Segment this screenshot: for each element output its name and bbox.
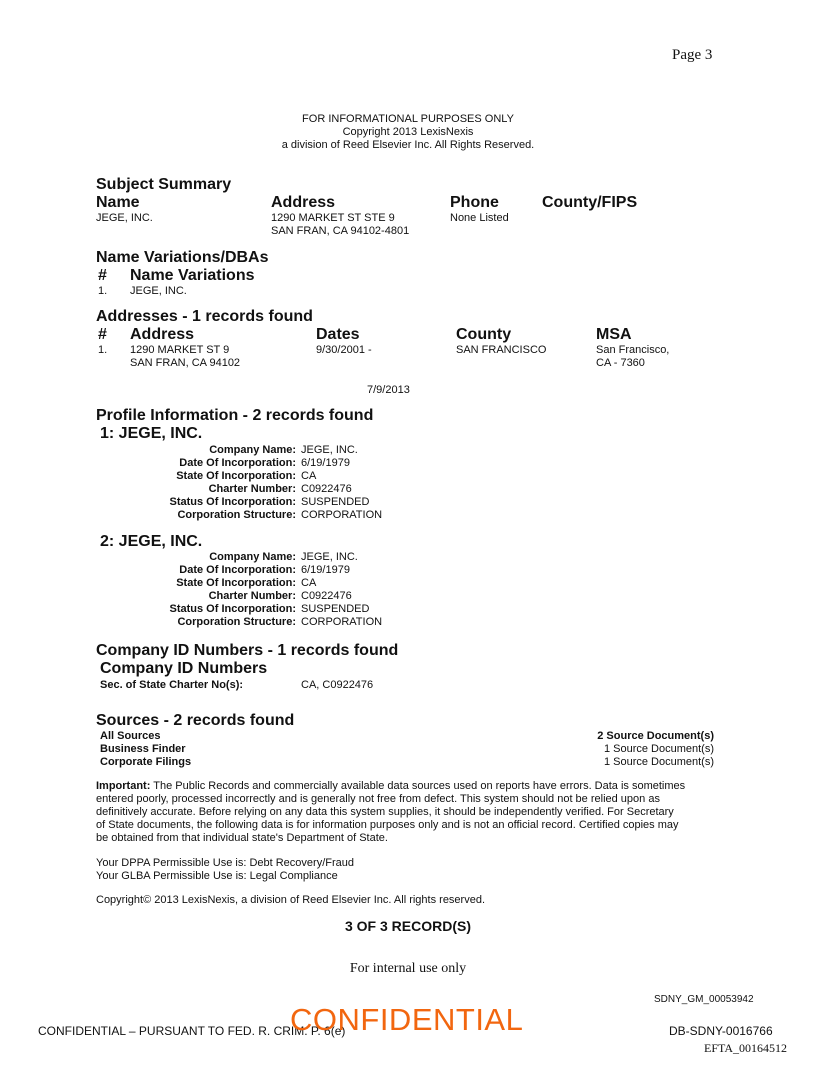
profile-1-company-name-label: Company Name:: [209, 444, 296, 456]
name-variation-num: 1.: [98, 285, 108, 297]
important-line-5: be obtained from that individual state's Department of State.: [96, 832, 388, 844]
company-ids-title: Company ID Numbers - 1 records found: [96, 642, 399, 659]
profile-2-status-label: Status Of Incorporation:: [169, 603, 296, 615]
name-variation-value: JEGE, INC.: [130, 285, 187, 297]
subject-county-header: County/FIPS: [542, 194, 638, 211]
profile-2-structure: CORPORATION: [301, 616, 383, 628]
profile-2-company-name-label: Company Name:: [209, 551, 296, 563]
profile-2-charter: C0922476: [301, 590, 352, 602]
source-count-corporate-filings: 1 Source Document(s): [603, 756, 714, 768]
important-line-3: definitively accurate. Before relying on any data this system supplies, it should be independently verified. For Secretary: [96, 806, 674, 818]
addresses-num-header: #: [98, 326, 107, 343]
profile-title: Profile Information - 2 records found: [96, 407, 374, 424]
profile-1-state-inc-label: State Of Incorporation:: [176, 470, 296, 482]
disclaimer-line-3: a division of Reed Elsevier Inc. All Rights Reserved.: [281, 139, 535, 151]
subject-name-header: Name: [96, 194, 140, 211]
internal-use-notice: For internal use only: [349, 961, 467, 976]
profile-1-company-name: JEGE, INC.: [301, 444, 358, 456]
profile-1-structure-label: Corporation Structure:: [177, 509, 296, 521]
important-line-2: entered poorly, processed incorrectly and is generally not free from defect. This system should not be relied upon as: [96, 793, 660, 805]
address-row-msa-2: CA - 7360: [596, 357, 645, 369]
company-ids-subtitle: Company ID Numbers: [100, 660, 268, 677]
source-count-all: 2 Source Document(s): [597, 730, 714, 742]
important-text-1: The Public Records and commercially available data sources used on reports have errors. Data is sometimes: [150, 780, 686, 792]
name-variations-num-header: #: [98, 267, 107, 284]
profile-1-status: SUSPENDED: [301, 496, 370, 508]
db-sdny-number: DB-SDNY-0016766: [669, 1024, 773, 1038]
source-name-all: All Sources: [100, 730, 161, 742]
important-label: Important:: [96, 780, 151, 792]
date-stamp: 7/9/2013: [367, 384, 410, 396]
address-row-line-2: SAN FRAN, CA 94102: [130, 357, 241, 369]
name-variations-header: Name Variations: [130, 267, 255, 284]
profile-2-structure-label: Corporation Structure:: [177, 616, 296, 628]
important-line-1: [96, 780, 685, 793]
subject-address-line-1: 1290 MARKET ST STE 9: [271, 212, 395, 224]
confidential-watermark: CONFIDENTIAL: [290, 1002, 524, 1037]
addresses-address-header: Address: [130, 326, 195, 343]
disclaimer-line-2: Copyright 2013 LexisNexis: [342, 126, 474, 138]
sdny-gm-number: SDNY_GM_00053942: [654, 994, 754, 1005]
efta-number: EFTA_00164512: [704, 1041, 788, 1055]
address-row-dates: 9/30/2001 -: [316, 344, 372, 356]
profile-1-charter: C0922476: [301, 483, 352, 495]
subject-name: JEGE, INC.: [96, 212, 153, 224]
glba-permissible-use: Your GLBA Permissible Use is: Legal Compliance: [96, 870, 338, 882]
source-count-business-finder: 1 Source Document(s): [603, 743, 714, 755]
profile-2-state-inc: CA: [301, 577, 317, 589]
profile-1-structure: CORPORATION: [301, 509, 383, 521]
record-count: 3 OF 3 RECORD(S): [344, 918, 471, 934]
profile-1-charter-label: Charter Number:: [208, 483, 296, 495]
profile-1-date-inc: 6/19/1979: [301, 457, 350, 469]
addresses-county-header: County: [456, 326, 512, 343]
profile-record-2-heading: 2: JEGE, INC.: [100, 533, 203, 550]
page-number: Page 3: [672, 47, 713, 63]
important-line-4: of State documents, the following data is for information purposes only and is not an official record. Certified copies may: [96, 819, 679, 831]
addresses-dates-header: Dates: [316, 326, 360, 343]
source-name-corporate-filings: Corporate Filings: [100, 756, 192, 768]
profile-2-date-inc: 6/19/1979: [301, 564, 350, 576]
charter-value: CA, C0922476: [301, 679, 374, 691]
source-name-business-finder: Business Finder: [100, 743, 186, 755]
subject-address-header: Address: [271, 194, 336, 211]
profile-2-charter-label: Charter Number:: [208, 590, 296, 602]
subject-address-line-2: SAN FRAN, CA 94102-4801: [271, 225, 410, 237]
sources-title: Sources - 2 records found: [96, 712, 295, 729]
charter-label: Sec. of State Charter No(s):: [100, 679, 244, 691]
profile-1-state-inc: CA: [301, 470, 317, 482]
profile-2-status: SUSPENDED: [301, 603, 370, 615]
subject-phone-header: Phone: [450, 194, 499, 211]
subject-phone: None Listed: [450, 212, 509, 224]
address-row-num: 1.: [98, 344, 108, 356]
confidential-notice: CONFIDENTIAL – PURSUANT TO FED. R. CRIM. P. 6(e): [38, 1024, 346, 1038]
dppa-permissible-use: Your DPPA Permissible Use is: Debt Recovery/Fraud: [96, 857, 354, 869]
address-row-county: SAN FRANCISCO: [456, 344, 547, 356]
addresses-title: Addresses - 1 records found: [96, 308, 313, 325]
address-row-line-1: 1290 MARKET ST 9: [130, 344, 230, 356]
profile-2-state-inc-label: State Of Incorporation:: [176, 577, 296, 589]
profile-1-date-inc-label: Date Of Incorporation:: [179, 457, 296, 469]
name-variations-title: Name Variations/DBAs: [96, 249, 269, 266]
subject-summary-title: Subject Summary: [96, 176, 232, 193]
profile-2-company-name: JEGE, INC.: [301, 551, 358, 563]
addresses-msa-header: MSA: [596, 326, 632, 343]
address-row-msa-1: San Francisco,: [596, 344, 670, 356]
profile-1-status-label: Status Of Incorporation:: [169, 496, 296, 508]
profile-record-1-heading: 1: JEGE, INC.: [100, 425, 203, 442]
disclaimer-line-1: FOR INFORMATIONAL PURPOSES ONLY: [302, 113, 514, 125]
copyright-line: Copyright© 2013 LexisNexis, a division of Reed Elsevier Inc. All rights reserved.: [96, 894, 486, 906]
profile-2-date-inc-label: Date Of Incorporation:: [179, 564, 296, 576]
